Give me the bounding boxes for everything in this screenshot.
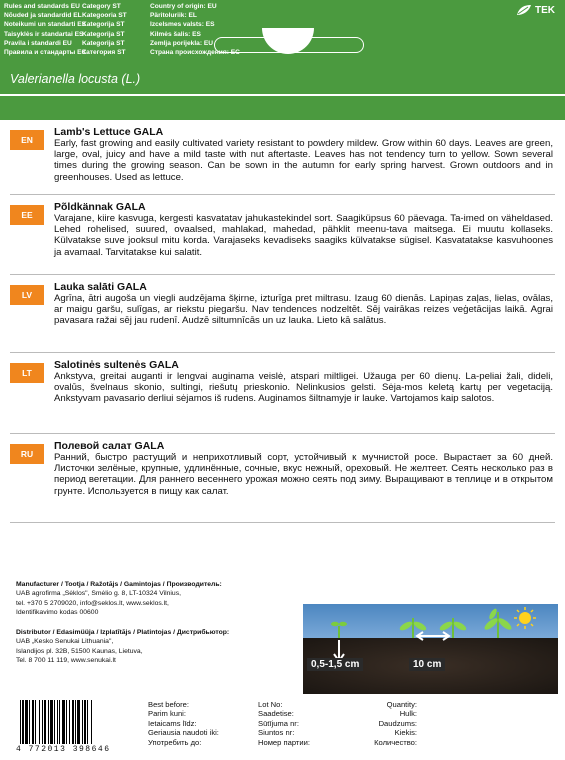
plant-spacing: 10 cm	[409, 658, 445, 671]
barcode-bar	[59, 700, 60, 744]
barcode-bar	[44, 700, 46, 744]
text-lt: Ankstyva, greitai auganti ir lengvai auginama veislė, atspari miltligei. Užauga per 60 dienų. La-peliai žali, dideli, ovalūs, švelnaus skonio, sultingi, riešutų prieskonio. Nelinkusios gelsti. Sėja-mos keletą kartų per vegetaciją. Ankstyvam pavasario derliui sėjamos iš rudens. Auginamos šiltnamyje ir lauke. Vartojamos kaip salotos.	[54, 371, 553, 405]
manufacturer-heading: Manufacturer / Tootja / Ražotājs / Gamintojas / Производитель:	[16, 581, 222, 588]
barcode-bar	[22, 700, 24, 744]
title-lt: Salotinės sultenės GALA	[54, 359, 179, 371]
standards-block	[4, 2, 240, 57]
barcode-bar	[75, 700, 76, 744]
lang-badge-ru: RU	[10, 444, 44, 464]
barcode-bar	[82, 700, 83, 744]
barcode-bar	[25, 700, 28, 744]
text-lv: Agrīna, ātri augoša un viegli audzējama šķirne, izturīga pret miltrasu. Izaug 60 dienās. Lapiņas zaļas, lielas, ovālas, ar maigu garšu, sulīgas, ar riekstu piegaršu. Nav tendences nodzeltēt. Sēj vairākas reizes veģetācijas laikā. Agrai pavasara ražai sēj jau rudenī. Audzē siltumnīcās un uz lauka. Lieto kā salātus.	[54, 293, 553, 327]
distributor-heading: Distributor / Edasimüüja / Izplatītājs / Platintojas / Дистрибьютор:	[16, 629, 230, 636]
barcode-bar	[69, 700, 70, 744]
barcode-bar	[48, 700, 49, 744]
divider	[10, 522, 555, 523]
lang-badge-lt: LT	[10, 363, 44, 383]
barcode-bar	[54, 700, 55, 744]
title-ru: Полевой салат GALA	[54, 440, 165, 452]
barcode	[18, 700, 130, 744]
manufacturer-line: tel. +370 5 2709020, info@seklos.lt, www.seklos.lt,	[16, 599, 169, 607]
title-lv: Lauka salāti GALA	[54, 281, 147, 293]
barcode-bar	[62, 700, 65, 744]
quantity-block: Quantity: Hulk: Daudzums: Kiekis: Количество:	[374, 700, 417, 747]
best-before-block: Best before: Parim kuni: Ietaicams līdz: Geriausia naudoti iki: Употребить до:	[148, 700, 219, 747]
distributor-line: UAB „Kesko Senukai Lithuania",	[16, 638, 114, 646]
header-band	[0, 0, 565, 120]
manufacturer-line: Identifikavimo kodas 00600	[16, 609, 99, 617]
divider	[10, 194, 555, 195]
barcode-bar	[35, 700, 36, 744]
plant-pair-icon	[398, 618, 467, 640]
barcode-bar	[87, 700, 88, 744]
barcode-bar	[32, 700, 34, 744]
text-en: Early, fast growing and easily cultivated variety resistant to powdery mildew. Grow within 60 days. Leaves are green, large, oval, juicy and have a mild taste with nut aftertaste. Leaves has not tendency turn to yellow. Sown several times during the growing season. Can be sown in the autumn for early spring harvest. Grown outdoors and in greenhouses. Used as lettuce.	[54, 138, 553, 183]
lot-number-block: Lot No: Saadetise: Sūtījuma nr: Siuntos nr: Номер партии:	[258, 700, 310, 747]
barcode-bar	[39, 700, 40, 744]
manufacturer-block	[16, 580, 222, 618]
sowing-illustration	[303, 604, 558, 694]
barcode-bar	[20, 700, 21, 744]
lang-badge-ee: EE	[10, 205, 44, 225]
sowing-depth: 0,5-1,5 cm	[307, 658, 363, 671]
standards-col-category: Category ST Kategooria ST Kategorija ST Kategorija ST Kategorija ST Категория ST	[82, 3, 127, 57]
barcode-bar	[91, 700, 92, 744]
text-ru: Ранний, быстро растущий и неприхотливый сорт, устойчивый к мучнистой росе. Вырастает за 60 дней. Листочки зелёные, крупные, удлинённые, сочные, вкус нежный, ореховый. Не желтеет. Сеять несколько раз в период вегетации. Для раннего весеннего урожая можно сеять под зиму. Выращивают в теплице и в открытом грунте. Используется в пищу как салат.	[54, 452, 553, 497]
distributor-line: Islandijos pl. 32B, 51500 Kaunas, Lietuva,	[16, 647, 143, 655]
header-divider	[0, 94, 565, 96]
barcode-number: 4 772013 398646	[16, 745, 111, 754]
distributor-block	[16, 628, 229, 666]
barcode-bar	[57, 700, 58, 744]
sowing-graphic	[303, 604, 558, 694]
barcode-bar	[66, 700, 67, 744]
standards-col-rules: Rules and standards EU Nõuded ja standardid EL Noteikumi un standarti ES Taisyklės ir standartai ES Pravila i standardi EU Правила и стандарты ЕС	[4, 3, 87, 57]
latin-name: Valerianella locusta (L.)	[10, 72, 141, 86]
mature-plant-icon	[483, 608, 513, 638]
title-en: Lamb's Lettuce GALA	[54, 126, 164, 138]
sun-icon	[514, 607, 536, 629]
divider	[10, 433, 555, 434]
title-ee: Põldkännak GALA	[54, 201, 146, 213]
brand-leaf-icon	[516, 4, 532, 16]
distributor-line: Tel. 8 700 11 119, www.senukai.lt	[16, 657, 116, 665]
brand-name: TEK	[535, 4, 555, 16]
standards-col-origin: Country of origin: EU Päritoluriik: EL Izcelsmes valsts: ES Kilmės šalis: ES Zemlja porijekla: EU Страна происхождения: ЕС	[150, 3, 240, 57]
manufacturer-line: UAB agrofirma „Sėklos", Smėlio g. 8, LT-10324 Vilnius,	[16, 590, 181, 598]
divider	[10, 274, 555, 275]
brand-logo	[516, 4, 555, 16]
barcode-bar	[84, 700, 86, 744]
barcode-bar	[42, 700, 43, 744]
lang-badge-en: EN	[10, 130, 44, 150]
barcode-bar	[77, 700, 80, 744]
divider	[10, 352, 555, 353]
barcode-bar	[72, 700, 74, 744]
lang-badge-lv: LV	[10, 285, 44, 305]
barcode-bar	[50, 700, 53, 744]
text-ee: Varajane, kiire kasvuga, kergesti kasvatatav jahukastekindel sort. Saagiküpsus 60 päevaga. Ta-imed on väheldased. Lehed rohelised, suured, ovaalsed, mahlakad, mahedad, pähklit meenu-tava maitsega. Ei muutu kollaseks. Külvatakse suve jooksul mitu korda. Varajaseks kevadiseks saagiks külvatakse sügisel. Kasvatatakse kasvuhoones ja avamaal. Tarvitatakse kui salatit.	[54, 213, 553, 258]
barcode-bar	[29, 700, 30, 744]
